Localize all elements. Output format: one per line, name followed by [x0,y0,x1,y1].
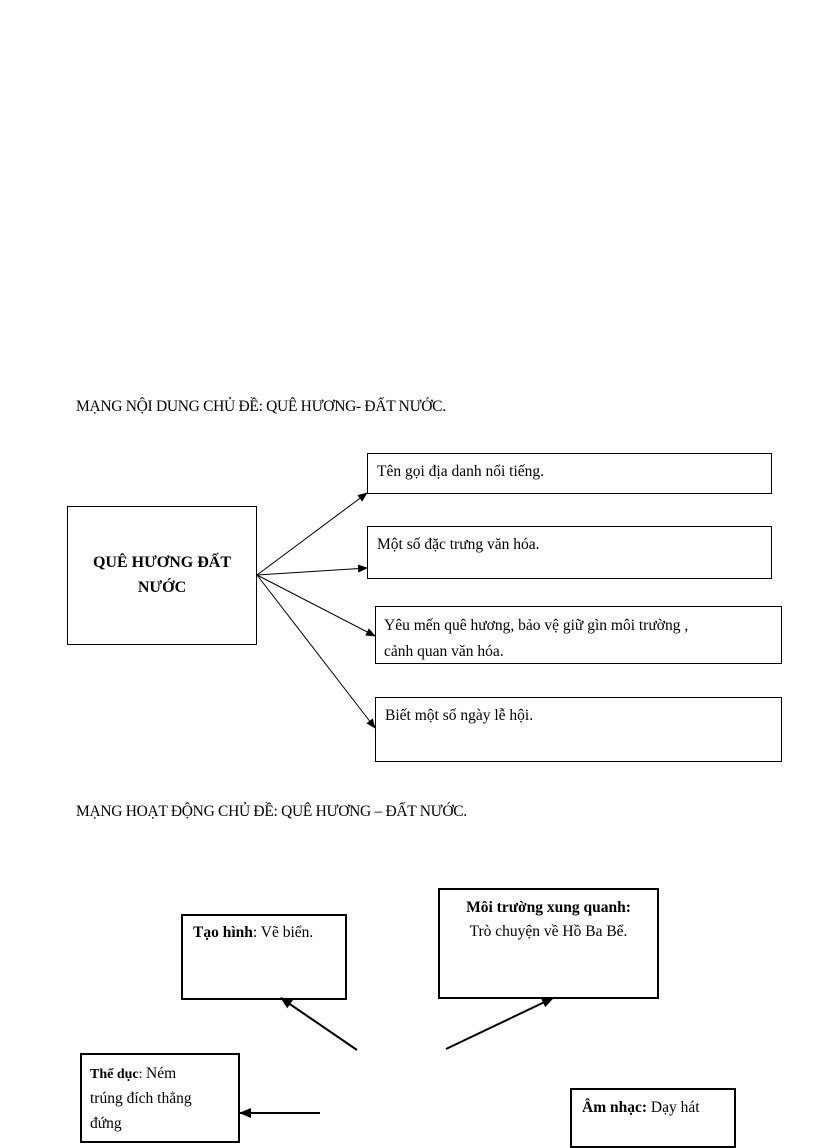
content-topic-text-line1: Yêu mến quê hương, bảo vệ giữ gìn môi trường , [384,617,689,634]
arrow-to-topic-4 [257,575,375,728]
activity-pe-label: Thể dục [90,1067,139,1082]
center-topic-line2: NƯỚC [137,578,187,596]
activity-pe-line2: trúng đích thẳng [90,1089,192,1107]
activity-art-sep: : [252,924,261,941]
arrow-to-topic-1 [257,493,367,575]
arrow-to-topic-3 [257,575,375,636]
activity-pe-text1: Ném [146,1065,177,1082]
arrow-to-art [281,998,357,1050]
center-topic-line1: QUÊ HƯƠNG ĐẤT [92,553,232,571]
activity-environment-label: Môi trường xung quanh: [466,899,631,916]
content-topic-text: Một số đặc trưng văn hóa. [377,536,540,553]
arrow-to-topic-2 [257,568,367,575]
activity-pe-sep: : [138,1067,147,1082]
activity-pe-line3: đứng [90,1114,122,1132]
content-map-heading: MẠNG NỘI DUNG CHỦ ĐỀ: QUÊ HƯƠNG- ĐẤT NƯỚC. [76,398,446,415]
activity-art-label: Tạo hình [193,924,253,941]
activity-map-heading: MẠNG HOẠT ĐỘNG CHỦ ĐỀ: QUÊ HƯƠNG – ĐẤT NƯỚC. [76,803,467,820]
arrow-to-environment [446,998,553,1049]
activity-music-text: Dạy hát [647,1099,700,1116]
content-topic-text-line2: cảnh quan văn hóa. [384,643,504,661]
content-topic-text: Biết một số ngày lễ hội. [385,707,534,724]
activity-environment-text: Trò chuyện về Hồ Ba Bể. [469,923,628,941]
activity-art-text: Vẽ biển. [260,924,314,941]
content-topic-text: Tên gọi địa danh nổi tiếng. [377,463,545,480]
activity-music-label: Âm nhạc: [582,1099,648,1116]
